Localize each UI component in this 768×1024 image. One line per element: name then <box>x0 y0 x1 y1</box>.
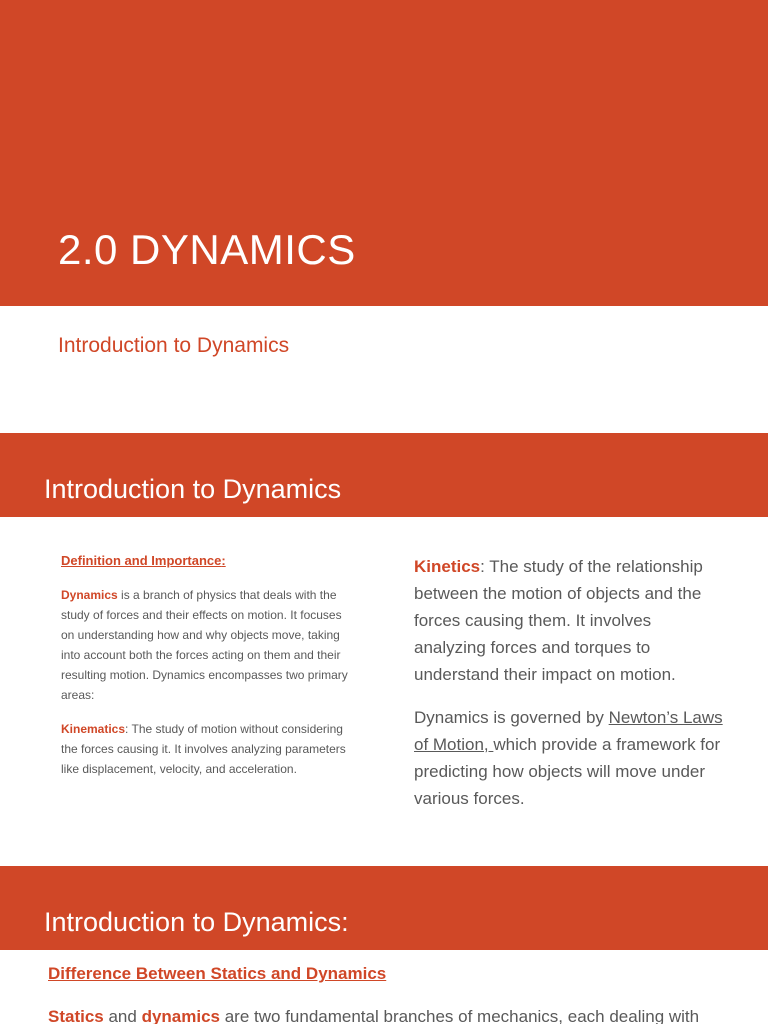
statics-term: Statics <box>48 1007 104 1024</box>
statics-paragraph: Statics and dynamics are two fundamental branches of mechanics, each dealing with <box>48 1007 700 1024</box>
kinetics-paragraph: Kinetics: The study of the relationship between the motion of objects and the forces causing them. It involves analyzing forces and torques to understand their impact on motion. <box>414 557 703 684</box>
slide-header <box>0 866 768 950</box>
difference-slide <box>0 866 768 1024</box>
dynamics-term: dynamics <box>141 1007 220 1024</box>
slide-header <box>0 433 768 517</box>
slide-title: Introduction to Dynamics <box>44 474 342 504</box>
newton-paragraph: Dynamics is governed by Newton’s Laws of Motion, which provide a framework for predicting how objects will move under various forces. <box>414 708 723 808</box>
kinematics-term: Kinematics <box>61 722 126 736</box>
kinetics-term: Kinetics <box>414 557 481 576</box>
difference-heading: Difference Between Statics and Dynamics <box>48 964 387 983</box>
kinematics-paragraph: Kinematics: The study of motion without considering the forces causing it. It involves analyzing parameters like displacement, velocity, and acceleration. <box>61 722 346 776</box>
left-column <box>61 551 357 793</box>
slide-body <box>0 517 768 866</box>
dynamics-term: Dynamics <box>61 588 118 602</box>
slide-body <box>0 950 768 1024</box>
intro-slide <box>0 433 768 866</box>
right-column <box>414 553 724 828</box>
dynamics-paragraph: Dynamics is a branch of physics that deals with the study of forces and their effects on motion. It focuses on understanding how and why objects move, taking into account both the forces acting on them and their resulting motion. Dynamics encompasses two primary areas: <box>61 588 348 702</box>
title-slide <box>0 0 768 433</box>
slide-title: Introduction to Dynamics: <box>44 907 349 937</box>
newton-laws-link[interactable]: Newton’s Laws of Motion, <box>414 708 723 754</box>
page-title: 2.0 DYNAMICS <box>58 226 356 273</box>
definition-heading: Definition and Importance: <box>61 553 226 568</box>
page-subtitle: Introduction to Dynamics <box>58 334 290 357</box>
